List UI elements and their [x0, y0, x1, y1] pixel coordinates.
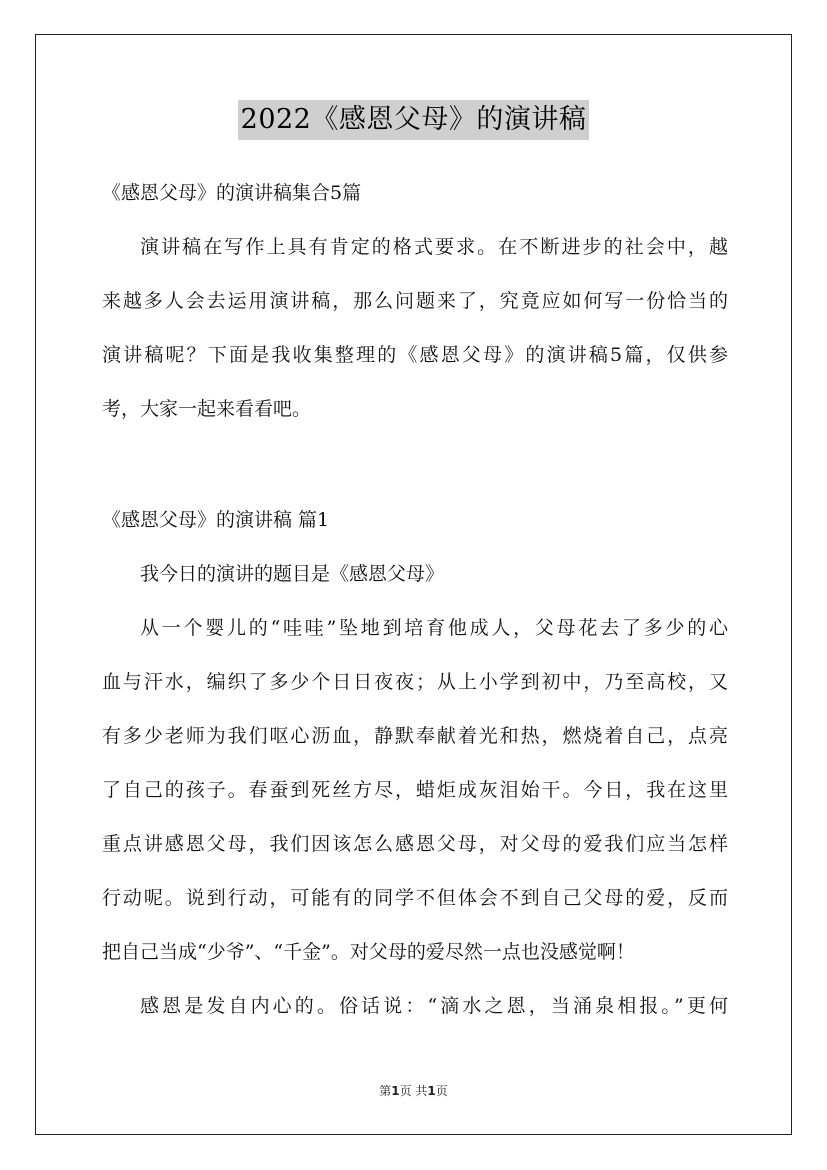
- body-line-8: 感恩是发自内心的。俗话说：“滴水之恩，当涌泉相报。”更何: [140, 995, 728, 1017]
- footer-page-total: 1: [427, 1084, 436, 1098]
- intro-line-4: 考，大家一起来看看吧。: [102, 398, 312, 420]
- document-title: 2022《感恩父母》的演讲稿: [238, 100, 590, 140]
- section-heading: 《感恩父母》的演讲稿 篇1: [102, 509, 330, 531]
- intro-line-3: 演讲稿呢？下面是我收集整理的《感恩父母》的演讲稿5篇，仅供参: [102, 344, 728, 366]
- title-container: [0, 100, 827, 140]
- body-line-4: 了自己的孩子。春蚕到死丝方尽，蜡炬成灰泪始干。今日，我在这里: [102, 779, 728, 801]
- body-line-6: 行动呢。说到行动，可能有的同学不但体会不到自己父母的爱，反而: [102, 887, 728, 909]
- intro-line-2: 来越多人会去运用演讲稿，那么问题来了，究竟应如何写一份恰当的: [102, 290, 728, 312]
- body-line-1: 从一个婴儿的“哇哇”坠地到培育他成人，父母花去了多少的心: [140, 617, 728, 639]
- document-subtitle: 《感恩父母》的演讲稿集合5篇: [102, 182, 362, 204]
- body-line-3: 有多少老师为我们呕心沥血，静默奉献着光和热，燃烧着自己，点亮: [102, 725, 728, 747]
- body-line-5: 重点讲感恩父母，我们因该怎么感恩父母，对父母的爱我们应当怎样: [102, 833, 728, 855]
- footer-page-mid: 页 共: [399, 1084, 428, 1098]
- footer-page-suffix: 页: [435, 1084, 448, 1098]
- body-line-2: 血与汗水，编织了多少个日日夜夜；从上小学到初中，乃至高校，又: [102, 671, 728, 693]
- footer-page-prefix: 第: [379, 1084, 392, 1098]
- speech-topic: 我今日的演讲的题目是《感恩父母》: [140, 563, 445, 585]
- footer-page-number: 1: [391, 1084, 400, 1098]
- page-footer: [0, 1083, 827, 1099]
- intro-line-1: 演讲稿在写作上具有肯定的格式要求。在不断进步的社会中，越: [140, 236, 728, 258]
- body-line-7: 把自己当成“少爷”、“千金”。对父母的爱尽然一点也没感觉啊！: [102, 941, 635, 963]
